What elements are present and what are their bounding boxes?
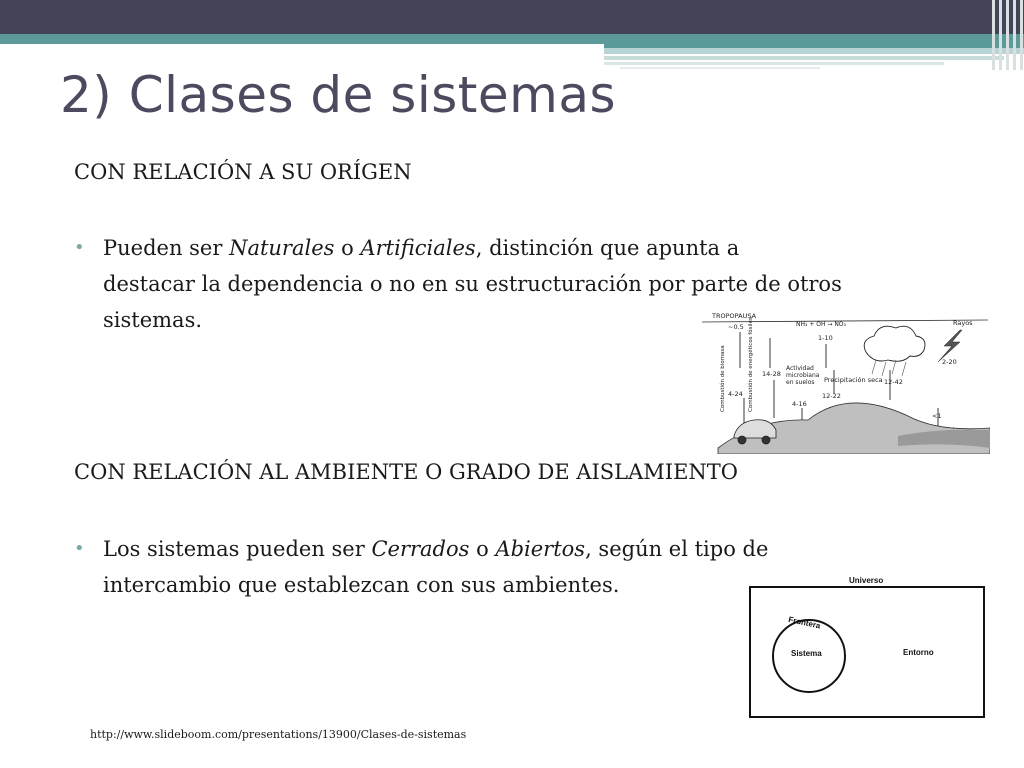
svg-text:Rayos: Rayos xyxy=(953,319,973,327)
header-line xyxy=(604,56,1004,60)
svg-text:TROPOPAUSA: TROPOPAUSA xyxy=(712,312,757,320)
header-band-dark xyxy=(0,0,1024,34)
bullet-line: destacar la dependencia o no en su estructuración por parte de otros xyxy=(103,272,842,296)
svg-text:4-16: 4-16 xyxy=(792,400,807,408)
system-environment-diagram xyxy=(748,575,988,721)
universo-label: Universo xyxy=(849,576,884,585)
entorno-label: Entorno xyxy=(903,648,934,657)
svg-text:4-24: 4-24 xyxy=(728,390,743,398)
svg-text:12-22: 12-22 xyxy=(822,392,841,400)
section-heading-ambiente: CON RELACIÓN AL AMBIENTE O GRADO DE AISLAMIENTO xyxy=(74,460,739,484)
svg-text:Actividad: Actividad xyxy=(786,365,814,372)
frontera-label: Frontera xyxy=(787,614,822,631)
svg-text:NH₃ + OH → NO₃: NH₃ + OH → NO₃ xyxy=(796,321,846,328)
svg-text:Combustión de biomasa: Combustión de biomasa xyxy=(720,345,726,412)
bullet-dot: • xyxy=(74,538,85,559)
bullet-dot: • xyxy=(74,237,85,258)
source-link[interactable]: http://www.slideboom.com/presentations/13900/Clases-de-sistemas xyxy=(90,728,467,741)
svg-text:12-42: 12-42 xyxy=(884,378,903,386)
svg-text:14-28: 14-28 xyxy=(762,370,781,378)
svg-text:~0.5: ~0.5 xyxy=(728,323,744,331)
svg-text:microbiana: microbiana xyxy=(786,372,820,379)
header-line xyxy=(604,62,944,65)
bullet-line: Los sistemas pueden ser Cerrados o Abiertos, según el tipo de xyxy=(103,537,769,561)
svg-text:Combustión de energéticos fósi: Combustión de energéticos fósiles xyxy=(748,317,754,412)
sistema-label: Sistema xyxy=(791,649,822,658)
svg-text:Precipitación seca: Precipitación seca xyxy=(824,376,883,384)
header-vertical-stripes xyxy=(990,0,1024,70)
bullet-line: Pueden ser Naturales o Artificiales, distinción que apunta a xyxy=(103,236,740,260)
atmosphere-cycle-figure xyxy=(698,308,990,454)
header-line xyxy=(620,67,820,69)
svg-text:<1: <1 xyxy=(932,412,942,420)
svg-text:1-10: 1-10 xyxy=(818,334,833,342)
slide-title: 2) Clases de sistemas xyxy=(60,66,617,124)
svg-text:en suelos: en suelos xyxy=(786,379,815,386)
section-heading-origen: CON RELACIÓN A SU ORÍGEN xyxy=(74,160,412,184)
header-band-cut xyxy=(0,44,604,54)
bullet-line: sistemas. xyxy=(103,308,203,332)
bullet-line: intercambio que establezcan con sus ambientes. xyxy=(103,573,620,597)
svg-text:2-20: 2-20 xyxy=(942,358,957,366)
